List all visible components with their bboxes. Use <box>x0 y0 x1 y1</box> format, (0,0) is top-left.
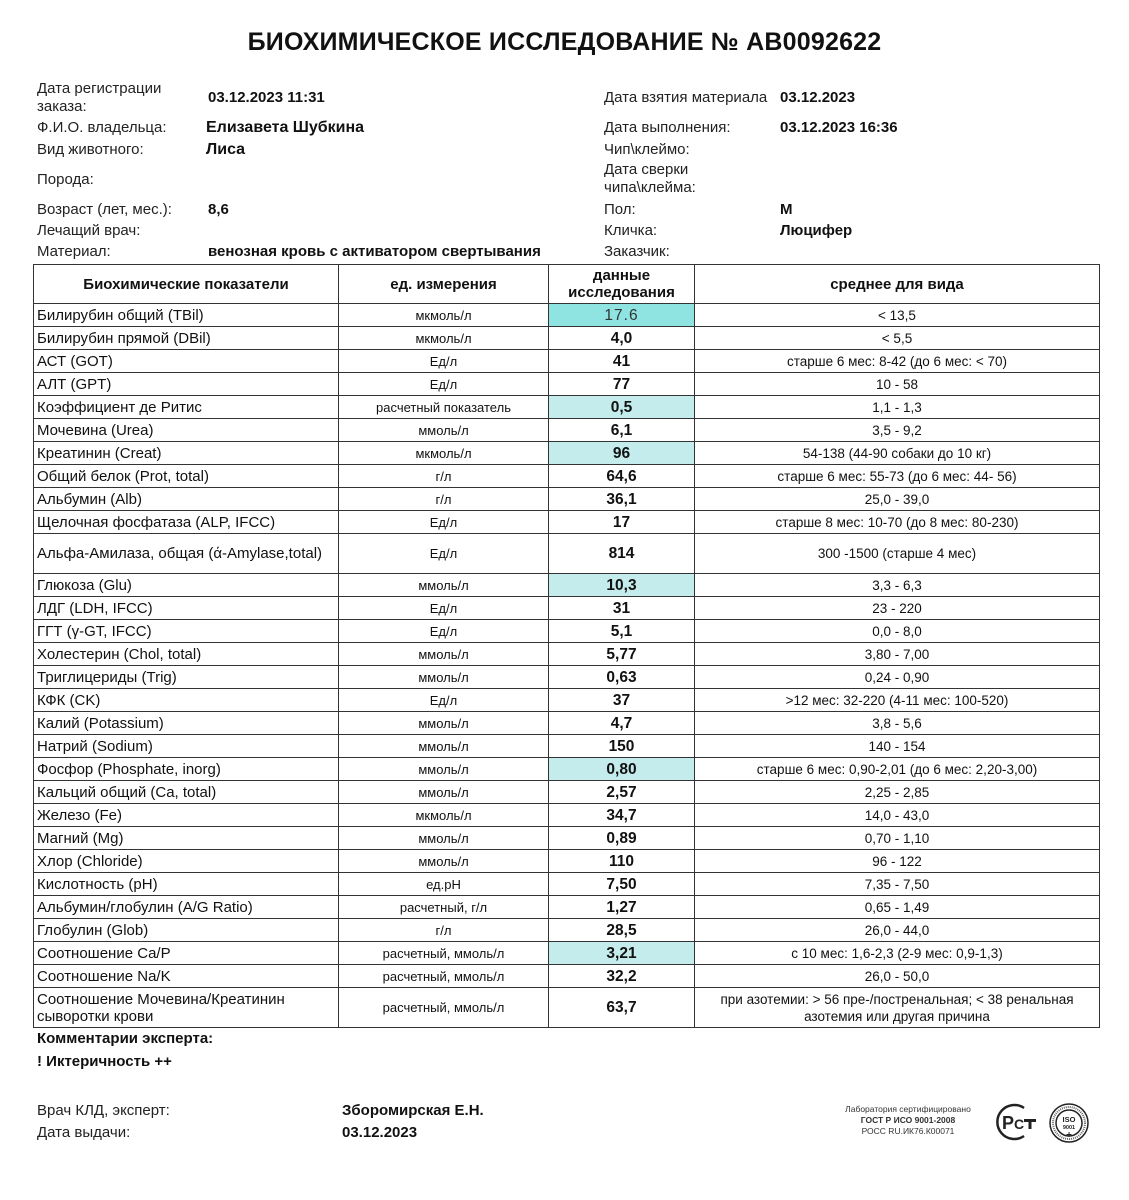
table-row <box>34 666 1100 689</box>
reference-range: 23 - 220 <box>695 597 1100 620</box>
table-row <box>34 465 1100 488</box>
unit-cell: ед.pH <box>339 873 549 896</box>
reference-range: < 5,5 <box>695 327 1100 350</box>
indicator-name: Альбумин (Alb) <box>34 488 339 511</box>
table-row <box>34 373 1100 396</box>
result-value: 0,63 <box>549 666 695 689</box>
info-label-vet: Лечащий врач: <box>37 222 141 239</box>
unit-cell: ммоль/л <box>339 827 549 850</box>
result-value: 3,21 <box>549 942 695 965</box>
table-row <box>34 350 1100 373</box>
table-row <box>34 712 1100 735</box>
indicator-name: Глобулин (Glob) <box>34 919 339 942</box>
indicator-name: Соотношение Мочевина/Креатинин сыворотки крови <box>34 988 339 1028</box>
footer-doctor-value: Зборомирская Е.Н. <box>342 1102 484 1119</box>
unit-cell: Ед/л <box>339 597 549 620</box>
reference-range: старше 8 мес: 10-70 (до 8 мес: 80-230) <box>695 511 1100 534</box>
table-row <box>34 965 1100 988</box>
unit-cell: расчетный, ммоль/л <box>339 988 549 1028</box>
info-label-sample-date: Дата взятия материала <box>604 89 768 106</box>
pct-mark-icon <box>994 1102 1038 1142</box>
info-value-age: 8,6 <box>208 201 229 218</box>
reference-range: 3,5 - 9,2 <box>695 419 1100 442</box>
result-value: 41 <box>549 350 695 373</box>
footer-issue-value: 03.12.2023 <box>342 1124 418 1141</box>
result-value: 96 <box>549 442 695 465</box>
indicator-name: Триглицериды (Trig) <box>34 666 339 689</box>
unit-cell: ммоль/л <box>339 758 549 781</box>
result-value: 150 <box>549 735 695 758</box>
table-row <box>34 488 1100 511</box>
result-value: 0,89 <box>549 827 695 850</box>
result-value: 28,5 <box>549 919 695 942</box>
unit-cell: расчетный, ммоль/л <box>339 965 549 988</box>
certification-block <box>820 1100 1110 1146</box>
reference-range: 3,8 - 5,6 <box>695 712 1100 735</box>
table-row <box>34 758 1100 781</box>
table-row <box>34 396 1100 419</box>
unit-cell: Ед/л <box>339 511 549 534</box>
result-value: 32,2 <box>549 965 695 988</box>
footer-doctor-label: Врач КЛД, эксперт: <box>37 1102 170 1119</box>
header-reference: среднее для вида <box>695 265 1100 304</box>
info-value-completion-date: 03.12.2023 16:36 <box>780 119 898 136</box>
unit-cell: мкмоль/л <box>339 442 549 465</box>
indicator-name: Альфа-Амилаза, общая (ά-Amylase,total) <box>34 534 339 574</box>
table-header-row <box>34 265 1100 304</box>
page-title: БИОХИМИЧЕСКОЕ ИССЛЕДОВАНИЕ № AB0092622 <box>247 28 882 56</box>
result-value: 36,1 <box>549 488 695 511</box>
unit-cell: расчетный, ммоль/л <box>339 942 549 965</box>
table-row <box>34 597 1100 620</box>
info-value-sample-date: 03.12.2023 <box>780 89 856 106</box>
results-body <box>34 304 1100 1028</box>
comments-heading: Комментарии эксперта: <box>37 1030 214 1047</box>
info-label-chip: Чип\клеймо: <box>604 141 690 158</box>
reference-range: 140 - 154 <box>695 735 1100 758</box>
header-result: данные исследования <box>549 265 695 304</box>
table-row <box>34 735 1100 758</box>
result-value: 7,50 <box>549 873 695 896</box>
result-value: 110 <box>549 850 695 873</box>
unit-cell: ммоль/л <box>339 574 549 597</box>
unit-cell: мкмоль/л <box>339 327 549 350</box>
result-value: 34,7 <box>549 804 695 827</box>
reference-range: старше 6 мес: 8-42 (до 6 мес: < 70) <box>695 350 1100 373</box>
info-label-registration: Дата регистрации заказа: <box>37 80 162 115</box>
unit-cell: расчетный показатель <box>339 396 549 419</box>
table-row <box>34 620 1100 643</box>
reference-range: 0,65 - 1,49 <box>695 896 1100 919</box>
indicator-name: Мочевина (Urea) <box>34 419 339 442</box>
unit-cell: расчетный, г/л <box>339 896 549 919</box>
result-value: 77 <box>549 373 695 396</box>
result-value: 17.6 <box>549 304 695 327</box>
unit-cell: ммоль/л <box>339 735 549 758</box>
table-row <box>34 804 1100 827</box>
reference-range: 2,25 - 2,85 <box>695 781 1100 804</box>
indicator-name: Железо (Fe) <box>34 804 339 827</box>
svg-text:ISO: ISO <box>1062 1115 1076 1124</box>
results-table <box>33 264 1100 1028</box>
table-row <box>34 988 1100 1028</box>
expert-comments <box>37 1027 213 1073</box>
unit-cell: ммоль/л <box>339 419 549 442</box>
reference-range: старше 6 мес: 0,90-2,01 (до 6 мес: 2,20-3,00) <box>695 758 1100 781</box>
comments-text: ! Иктеричность ++ <box>37 1053 172 1070</box>
indicator-name: КФК (CK) <box>34 689 339 712</box>
info-label-customer: Заказчик: <box>604 243 670 260</box>
reference-range: 3,80 - 7,00 <box>695 643 1100 666</box>
reference-range: при азотемии: > 56 пре-/постренальная; < 38 ренальная азотемия или другая причина <box>695 988 1100 1028</box>
indicator-name: АСТ (GOT) <box>34 350 339 373</box>
iso-9001-icon <box>1048 1102 1090 1144</box>
indicator-name: Билирубин общий (TBil) <box>34 304 339 327</box>
unit-cell: Ед/л <box>339 373 549 396</box>
unit-cell: г/л <box>339 488 549 511</box>
indicator-name: Глюкоза (Glu) <box>34 574 339 597</box>
reference-range: 300 -1500 (старше 4 мес) <box>695 534 1100 574</box>
reference-range: 1,1 - 1,3 <box>695 396 1100 419</box>
info-value-sex: М <box>780 201 793 218</box>
result-value: 0,5 <box>549 396 695 419</box>
reference-range: 0,0 - 8,0 <box>695 620 1100 643</box>
table-row <box>34 896 1100 919</box>
unit-cell: Ед/л <box>339 534 549 574</box>
table-row <box>34 827 1100 850</box>
indicator-name: Кальций общий (Ca, total) <box>34 781 339 804</box>
unit-cell: Ед/л <box>339 689 549 712</box>
indicator-name: Натрий (Sodium) <box>34 735 339 758</box>
header-indicator: Биохимические показатели <box>34 265 339 304</box>
reference-range: 54-138 (44-90 собаки до 10 кг) <box>695 442 1100 465</box>
cert-line-3: РОСС RU.ИК76.К00071 <box>861 1126 955 1136</box>
info-label-material: Материал: <box>37 243 111 260</box>
table-row <box>34 574 1100 597</box>
info-value-pet-name: Люцифер <box>780 222 853 239</box>
indicator-name: Хлор (Chloride) <box>34 850 339 873</box>
result-value: 64,6 <box>549 465 695 488</box>
result-value: 37 <box>549 689 695 712</box>
table-row <box>34 643 1100 666</box>
unit-cell: Ед/л <box>339 350 549 373</box>
cert-line-1: Лаборатория сертифицировано <box>845 1104 971 1114</box>
indicator-name: Холестерин (Chol, total) <box>34 643 339 666</box>
reference-range: 14,0 - 43,0 <box>695 804 1100 827</box>
result-value: 31 <box>549 597 695 620</box>
unit-cell: мкмоль/л <box>339 804 549 827</box>
cert-line-2: ГОСТ Р ИСО 9001-2008 <box>860 1115 956 1125</box>
header-unit: ед. измерения <box>339 265 549 304</box>
info-label-completion-date: Дата выполнения: <box>604 119 731 136</box>
result-value: 5,77 <box>549 643 695 666</box>
result-value: 10,3 <box>549 574 695 597</box>
result-value: 17 <box>549 511 695 534</box>
info-label-species: Вид животного: <box>37 141 144 158</box>
result-value: 0,80 <box>549 758 695 781</box>
indicator-name: Соотношение Ca/P <box>34 942 339 965</box>
table-row <box>34 419 1100 442</box>
unit-cell: ммоль/л <box>339 666 549 689</box>
footer-issue-label: Дата выдачи: <box>37 1124 131 1141</box>
svg-text:9001: 9001 <box>1062 1125 1076 1131</box>
table-row <box>34 327 1100 350</box>
reference-range: 25,0 - 39,0 <box>695 488 1100 511</box>
indicator-name: ГГТ (γ-GT, IFCC) <box>34 620 339 643</box>
reference-range: 10 - 58 <box>695 373 1100 396</box>
reference-range: 7,35 - 7,50 <box>695 873 1100 896</box>
unit-cell: г/л <box>339 919 549 942</box>
info-label-owner: Ф.И.О. владельца: <box>37 119 167 136</box>
indicator-name: Альбумин/глобулин (A/G Ratio) <box>34 896 339 919</box>
result-value: 814 <box>549 534 695 574</box>
table-row <box>34 873 1100 896</box>
result-value: 63,7 <box>549 988 695 1028</box>
table-row <box>34 304 1100 327</box>
reference-range: 26,0 - 50,0 <box>695 965 1100 988</box>
indicator-name: Кислотность (pH) <box>34 873 339 896</box>
info-value-owner: Елизавета Шубкина <box>206 119 365 136</box>
info-label-chip-check: Дата сверки чипа\клейма: <box>604 161 696 196</box>
result-value: 2,57 <box>549 781 695 804</box>
indicator-name: Билирубин прямой (DBil) <box>34 327 339 350</box>
table-row <box>34 534 1100 574</box>
unit-cell: Ед/л <box>339 620 549 643</box>
info-value-material: венозная кровь с активатором свертывания <box>208 243 541 260</box>
indicator-name: ЛДГ (LDH, IFCC) <box>34 597 339 620</box>
unit-cell: мкмоль/л <box>339 304 549 327</box>
unit-cell: ммоль/л <box>339 781 549 804</box>
info-label-sex: Пол: <box>604 201 636 218</box>
indicator-name: Фосфор (Phosphate, inorg) <box>34 758 339 781</box>
reference-range: < 13,5 <box>695 304 1100 327</box>
unit-cell: г/л <box>339 465 549 488</box>
indicator-name: Общий белок (Prot, total) <box>34 465 339 488</box>
info-label-age: Возраст (лет, мес.): <box>37 201 172 218</box>
reference-range: с 10 мес: 1,6-2,3 (2-9 мес: 0,9-1,3) <box>695 942 1100 965</box>
info-value-species: Лиса <box>206 141 246 158</box>
info-label-breed: Порода: <box>37 171 94 188</box>
reference-range: 3,3 - 6,3 <box>695 574 1100 597</box>
table-row <box>34 781 1100 804</box>
indicator-name: Коэффициент де Ритис <box>34 396 339 419</box>
result-value: 4,0 <box>549 327 695 350</box>
unit-cell: ммоль/л <box>339 643 549 666</box>
indicator-name: Калий (Potassium) <box>34 712 339 735</box>
indicator-name: Креатинин (Creat) <box>34 442 339 465</box>
indicator-name: Магний (Mg) <box>34 827 339 850</box>
reference-range: >12 мес: 32-220 (4-11 мес: 100-520) <box>695 689 1100 712</box>
table-row <box>34 850 1100 873</box>
svg-text:C: C <box>1014 1116 1025 1132</box>
reference-range: 0,24 - 0,90 <box>695 666 1100 689</box>
result-value: 6,1 <box>549 419 695 442</box>
indicator-name: Щелочная фосфатаза (ALP, IFCC) <box>34 511 339 534</box>
indicator-name: Соотношение Na/K <box>34 965 339 988</box>
table-row <box>34 511 1100 534</box>
table-row <box>34 689 1100 712</box>
table-row <box>34 919 1100 942</box>
result-value: 5,1 <box>549 620 695 643</box>
table-row <box>34 942 1100 965</box>
reference-range: 96 - 122 <box>695 850 1100 873</box>
info-label-pet-name: Кличка: <box>604 222 658 239</box>
unit-cell: ммоль/л <box>339 850 549 873</box>
info-value-registration: 03.12.2023 11:31 <box>208 89 325 106</box>
svg-text:P: P <box>1002 1113 1015 1133</box>
table-row <box>34 442 1100 465</box>
result-value: 4,7 <box>549 712 695 735</box>
certification-text <box>828 1104 988 1137</box>
indicator-name: АЛТ (GPT) <box>34 373 339 396</box>
reference-range: 26,0 - 44,0 <box>695 919 1100 942</box>
unit-cell: ммоль/л <box>339 712 549 735</box>
result-value: 1,27 <box>549 896 695 919</box>
reference-range: старше 6 мес: 55-73 (до 6 мес: 44- 56) <box>695 465 1100 488</box>
reference-range: 0,70 - 1,10 <box>695 827 1100 850</box>
